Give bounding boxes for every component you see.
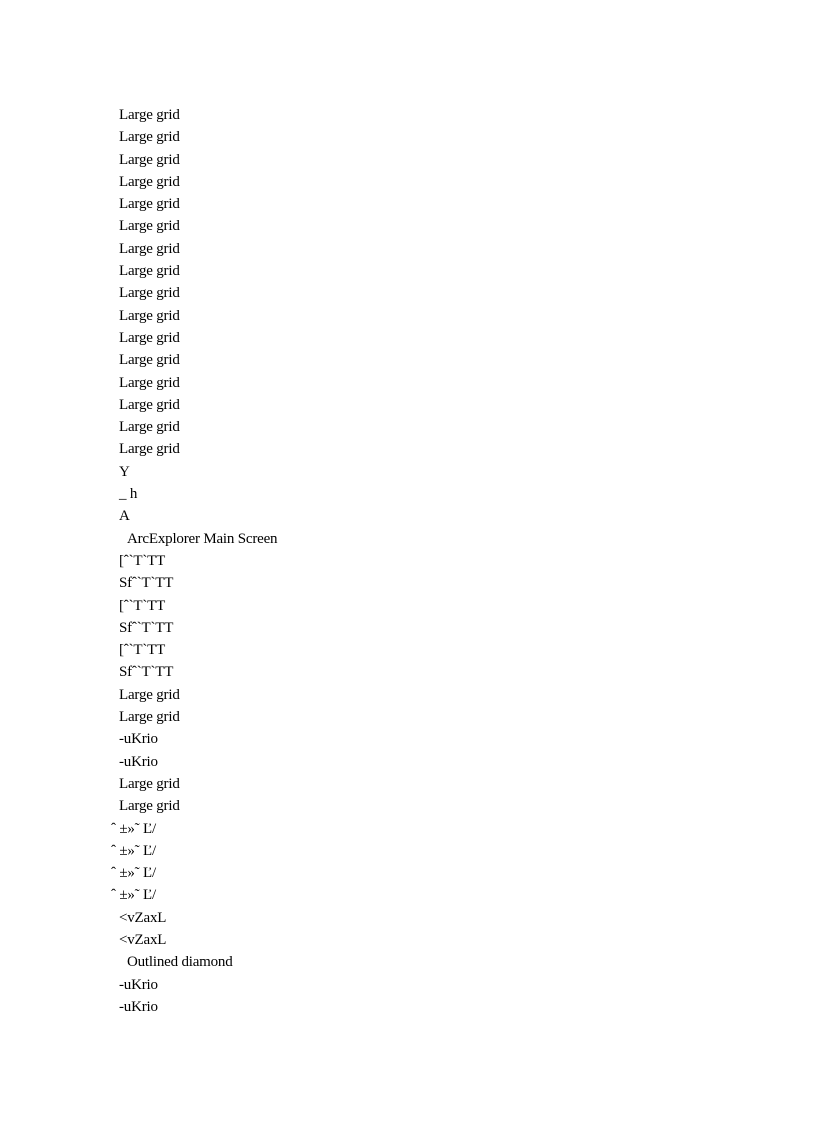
text-line: A (119, 508, 130, 525)
text-lines (111, 104, 278, 1018)
text-line: Large grid (119, 352, 180, 369)
text-line: Large grid (119, 374, 180, 391)
text-line: <vZaxL (119, 931, 167, 948)
section-heading: ArcExplorer Main Screen (127, 530, 278, 547)
text-line: Large grid (119, 196, 180, 213)
text-line: Large grid (119, 129, 180, 146)
text-line: ˆ ±»˜ Ľ/ (111, 820, 156, 837)
text-line: -uKrio (119, 731, 158, 748)
text-line: <vZaxL (119, 909, 167, 926)
text-line: Large grid (119, 441, 180, 458)
text-line: ˆ ±»˜ Ľ/ (111, 887, 156, 904)
text-line: Sfˆ`T`TT (119, 664, 174, 681)
text-line: -uKrio (119, 976, 158, 993)
text-line: Large grid (119, 307, 180, 324)
text-line: [ˆ`T`TT (119, 642, 166, 659)
text-line: Large grid (119, 419, 180, 436)
text-line: Sfˆ`T`TT (119, 575, 174, 592)
text-line: Large grid (119, 686, 180, 703)
text-line: Large grid (119, 173, 180, 190)
text-line: Large grid (119, 709, 180, 726)
text-line: -uKrio (119, 998, 158, 1015)
text-line: Large grid (119, 285, 180, 302)
text-line: [ˆ`T`TT (119, 597, 166, 614)
text-line: Large grid (119, 240, 180, 257)
text-line: Y (119, 463, 130, 480)
text-line: Large grid (119, 218, 180, 235)
text-line: Large grid (119, 396, 180, 413)
text-line: ˆ ±»˜ Ľ/ (111, 865, 156, 882)
text-line: Large grid (119, 329, 180, 346)
section-heading: Outlined diamond (127, 954, 233, 971)
text-line: Large grid (119, 151, 180, 168)
text-line: Large grid (119, 107, 180, 123)
text-line: _ h (119, 486, 138, 503)
text-line: Sfˆ`T`TT (119, 619, 174, 636)
text-line: Large grid (119, 263, 180, 280)
text-line: ˆ ±»˜ Ľ/ (111, 842, 156, 859)
text-line: -uKrio (119, 753, 158, 770)
text-line: Large grid (119, 775, 180, 792)
text-line: Large grid (119, 798, 180, 815)
text-line: [ˆ`T`TT (119, 552, 166, 569)
